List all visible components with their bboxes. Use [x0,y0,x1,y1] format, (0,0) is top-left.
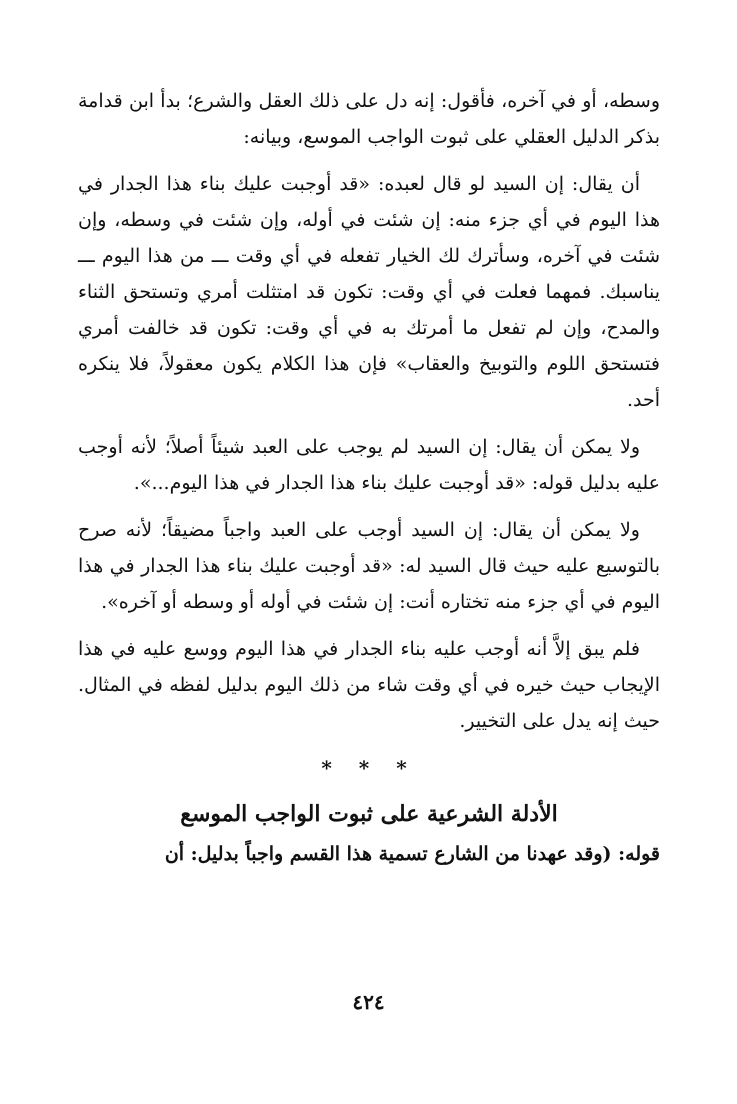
paragraph-3: ولا يمكن أن يقال: إن السيد لم يوجب على العبد شيئاً أصلاً؛ لأنه أوجب عليه بدليل قوله: «قد أوجبت عليك بناء هذا الجدار في هذا اليوم...». [78,436,660,494]
paragraph-2: أن يقال: إن السيد لو قال لعبده: «قد أوجبت عليك بناء هذا الجدار في هذا اليوم في أي جزء منه: إن شئت في أوله، وإن شئت في وسطه، وإن شئت في آخره، وسأترك لك الخيار تفعله في أي وقت ـــ من هذا اليوم ـــ يناسبك. فمهما فعلت في أي وقت: تكون قد امتثلت أمري وتستحق الثناء والمدح، وإن لم تفعل ما أمرتك به في أي وقت: تكون قد خالفت أمري فتستحق اللوم والتوبيخ والعقاب» فإن هذا الكلام يكون معقولاً، فلا ينكره أحد. [78,173,660,411]
quoted-text-line: قوله: (وقد عهدنا من الشارع تسمية هذا القسم واجباً بدليل: أن [164,843,660,865]
paragraph-1: وسطه، أو في آخره، فأقول: إنه دل على ذلك العقل والشرع؛ بدأ ابن قدامة بذكر الدليل العقلي على ثبوت الواجب الموسع، وبيانه: [78,90,660,148]
section-separator: * * * [321,756,417,780]
paragraph-5: فلم يبق إلاَّ أنه أوجب عليه بناء الجدار في هذا اليوم ووسع عليه في هذا الإيجاب حيث خيره في أي وقت شاء من ذلك اليوم بدليل لفظه في المثال. حيث إنه يدل على التخيير. [78,638,660,732]
paragraph-4: ولا يمكن أن يقال: إن السيد أوجب على العبد واجباً مضيقاً؛ لأنه صرح بالتوسيع عليه حيث قال السيد له: «قد أوجبت عليك بناء هذا الجدار في هذا اليوم في أي جزء منه تختاره أنت: إن شئت في أوله أو وسطه أو آخره». [78,519,660,613]
body-text [78,83,660,872]
section-heading: الأدلة الشرعية على ثبوت الواجب الموسع [180,801,558,827]
page-number: ٤٢٤ [352,990,385,1014]
